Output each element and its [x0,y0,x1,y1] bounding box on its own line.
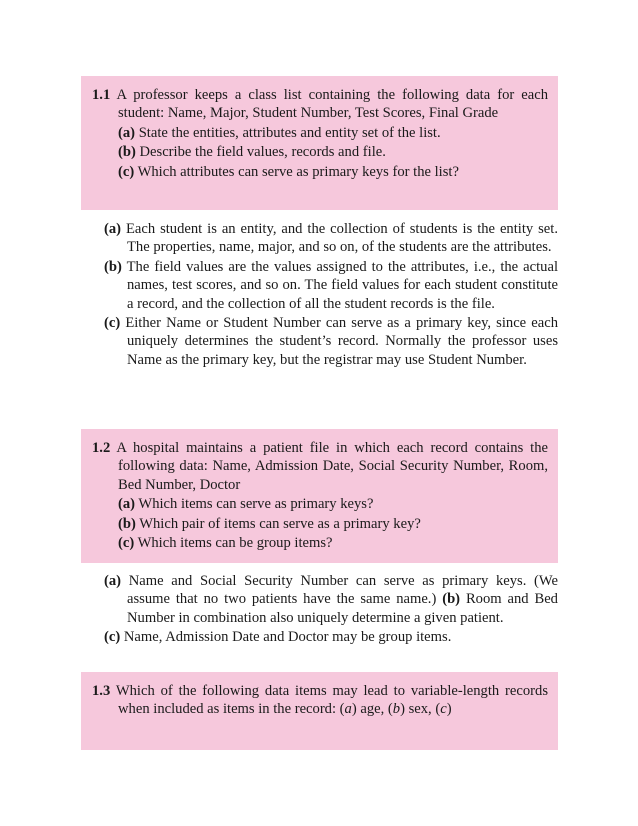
answer-c [104,628,558,646]
subpart-label: (a) [118,124,136,141]
problem-1-2-box [81,429,558,563]
problem-1-1-subpart-c [92,163,548,181]
subpart-label: (a) [118,496,136,513]
answer-a [104,220,558,257]
answer-label: (a) [104,221,122,237]
problem-1-1-box [81,76,558,210]
problem-1-3-question: 1.3 Which of the following data items may lead to variable-length records when included as items in the record: (a) age, (b) sex, (c) [92,683,548,718]
subpart-label: (b) [118,515,136,532]
item-label: c [440,701,447,718]
answer-text: Name, Admission Date and Doctor may be group items. [123,629,452,646]
subpart-label: (b) [118,144,136,161]
answer-text: Either Name or Student Number can serve as a primary key, since each uniquely determines the student’s record. Normally the professor uses Name as the primary key, but the registrar may use Student Number. [125,315,558,368]
subpart-text: State the entities, attributes and entity set of the list. [138,124,441,141]
subpart-text: Which attributes can serve as primary keys for the list? [137,163,459,180]
answer-c [104,314,558,369]
subpart-text: Describe the field values, records and file. [139,144,386,161]
problem-1-2-subpart-c [92,534,548,552]
problem-1-2-subpart-b [92,515,548,533]
question-text: A professor keeps a class list containing the following data for each student: Name, Major, Student Number, Test Scores, Final Grade [116,87,549,122]
answer-text: The field values are the values assigned to the attributes, i.e., the actual names, test scores, and so on. The field values for each student constitute a record, and the collection of all the student records is the file. [126,258,558,312]
problem-1-1-subpart-a [92,124,548,142]
problem-1-1-question [92,86,548,123]
subpart-text: Which pair of items can serve as a primary key? [139,515,421,532]
problem-number: 1.3 [92,683,111,699]
answer-text: Room and Bed Number in combination also uniquely determine a given patient. [127,591,558,626]
answer-text: Name and Social Security Number can serve as primary keys. (We assume that no two patients have the same name.) [127,573,558,608]
subpart-text: Which items can serve as primary keys? [138,496,374,513]
problem-1-1-subpart-b [92,143,548,161]
problem-1-2-answers [104,572,558,648]
subpart-label: (c) [118,163,135,180]
problem-1-3-box [81,672,558,750]
subpart-text: Which items can be group items? [137,535,333,552]
answer-label: (a) [104,573,122,589]
item-text: age, [360,701,385,718]
answer-label: (c) [104,315,121,332]
answer-b [104,258,558,313]
subpart-label: (c) [118,535,135,552]
problem-number: 1.1 [92,87,111,103]
answer-text: Each student is an entity, and the collection of students is the entity set. The properties, name, major, and so on, of the students are the attributes. [125,221,558,256]
problem-1-2-subpart-a [92,495,548,513]
question-text: Which of the following data items may lead to variable-length records when included as items in the record: [115,683,548,718]
problem-1-1-answers [104,220,558,370]
answer-a [104,572,558,627]
answer-inline-label: (b) [442,591,461,608]
problem-number: 1.2 [92,440,111,456]
item-label: a [344,701,352,718]
answer-label: (c) [104,629,121,646]
problem-1-2-question [92,439,548,494]
question-text: A hospital maintains a patient file in which each record contains the following data: Name, Admission Date, Social Security Number, Room, Bed Number, Doctor [116,440,548,493]
item-label: b [392,701,401,718]
answer-label: (b) [104,258,122,275]
item-text: sex, [408,701,432,718]
